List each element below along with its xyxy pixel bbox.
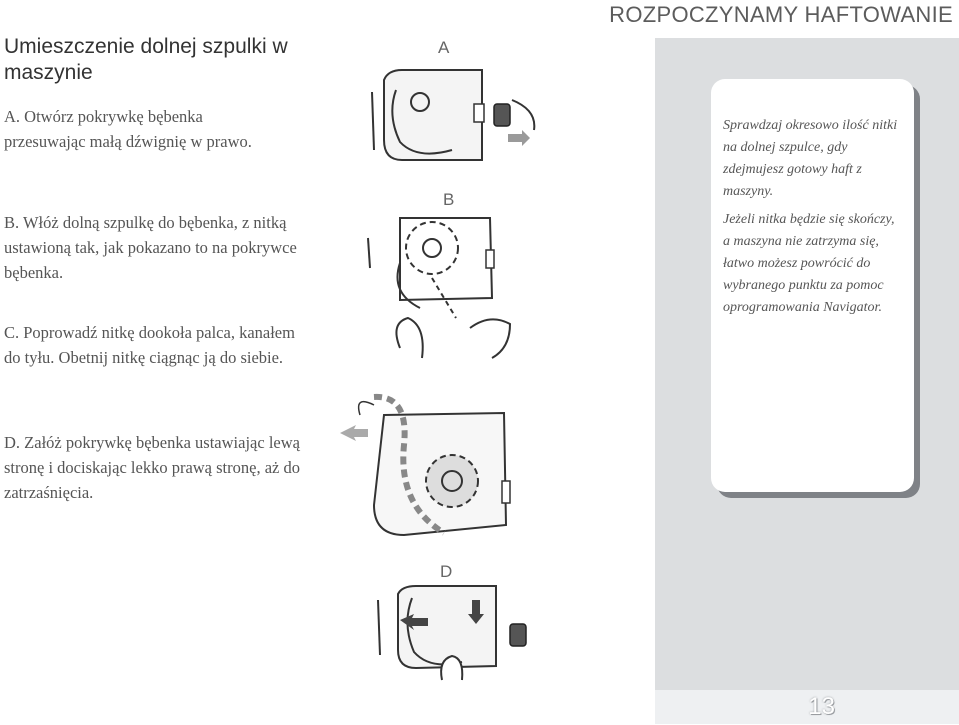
note-paragraph-1: Sprawdzaj okresowo ilość nitki na dolnej szpulce, gdy zdejmujesz gotowy haft z maszyny. (723, 118, 898, 199)
page-number: 13 (808, 693, 835, 720)
section-title: Umieszczenie dolnej szpulki w maszynie (4, 35, 288, 84)
step-b-text: B. Włóż dolną szpulkę do bębenka, z nitką ustawioną tak, jak pokazano to na pokrywce bębenka. (4, 213, 297, 282)
step-a-text: A. Otwórz pokrywkę bębenka przesuwając małą dźwignię w prawo. (4, 107, 252, 151)
bobbin-cover-close-illustration (372, 580, 542, 692)
figure-a-label: A (438, 38, 450, 57)
bobbin-insert-illustration (360, 208, 540, 378)
note-paragraph-2: Jeżeli nitka będzie się skończy, a maszyna nie zatrzyma się, łatwo możesz powrócić do wybranego punktu za pomoc oprogramowania Navigator. (723, 212, 895, 315)
thread-guide-illustration (334, 385, 534, 555)
figure-d-label: D (440, 562, 453, 581)
step-d-text: D. Załóż pokrywkę bębenka ustawiając lewą stronę i dociskając lekko prawą stronę, aż do zatrzaśnięcia. (4, 433, 300, 502)
bobbin-cover-open-illustration (362, 60, 542, 170)
note-card (711, 79, 914, 492)
page-number-bar (655, 690, 959, 724)
figure-b-label: B (443, 190, 455, 209)
page-header-title: ROZPOCZYNAMY HAFTOWANIE (609, 2, 953, 27)
step-c-text: C. Poprowadź nitkę dookoła palca, kanałem do tyłu. Obetnij nitkę ciągnąc ją do siebie. (4, 323, 295, 367)
